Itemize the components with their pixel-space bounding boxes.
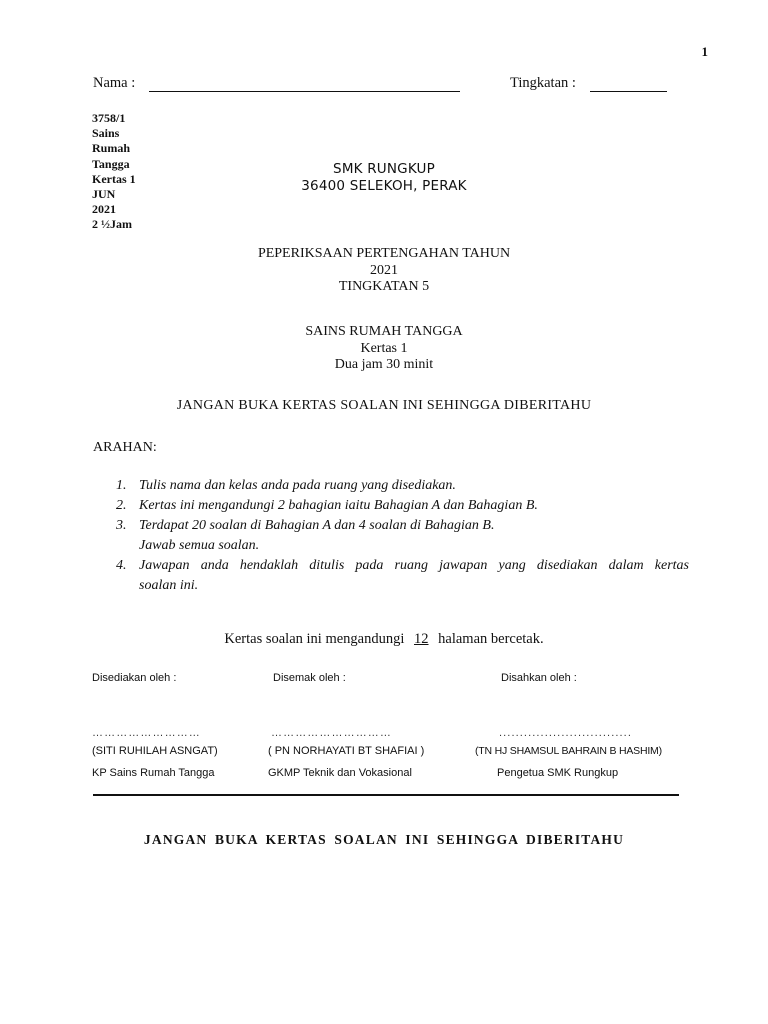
exam-title-block — [0, 246, 768, 296]
warning-top: JANGAN BUKA KERTAS SOALAN INI SEHINGGA DIBERITAHU — [176, 398, 592, 413]
approved-by-label: Disahkan oleh : — [501, 672, 577, 684]
paper-code-line: 2021 — [92, 202, 116, 217]
prepared-by-label: Disediakan oleh : — [92, 672, 177, 684]
name-label: Nama : — [93, 75, 136, 91]
instruction-text: Tulis nama dan kelas anda pada ruang yang disediakan. — [139, 478, 456, 493]
name-blank-line — [149, 91, 460, 92]
prepared-by-position: KP Sains Rumah Tangga — [92, 767, 215, 779]
exam-year: 2021 — [370, 262, 398, 278]
paper-code-line: JUN — [92, 187, 116, 202]
instruction-text: Jawapan anda hendaklah ditulis pada ruang jawapan yang disediakan dalam kertas — [139, 558, 689, 573]
instruction-text-continued: soalan ini. — [139, 578, 199, 593]
paper-code-line: Sains — [92, 126, 120, 141]
school-address: 36400 SELEKOH, PERAK — [301, 178, 467, 194]
prepared-by-signature-line: ……………………… — [92, 727, 201, 739]
approved-by-position: Pengetua SMK Rungkup — [497, 767, 619, 779]
page-count-note — [0, 631, 768, 648]
checked-by-label: Disemak oleh : — [273, 672, 346, 684]
subject-name: SAINS RUMAH TANGGA — [305, 324, 463, 339]
exam-form: TINGKATAN 5 — [338, 279, 430, 294]
instruction-number: 3. — [116, 518, 127, 533]
instruction-item — [116, 476, 689, 496]
arahan-heading: ARAHAN: — [93, 440, 157, 455]
paper-number: Kertas 1 — [360, 340, 408, 356]
instruction-item — [116, 496, 689, 516]
page-count-value: 12 — [414, 631, 429, 647]
instruction-text: Terdapat 20 soalan di Bahagian A dan 4 soalan di Bahagian B. — [139, 518, 495, 533]
exam-title: PEPERIKSAAN PERTENGAHAN TAHUN — [257, 246, 511, 261]
instruction-list — [116, 476, 689, 596]
checked-by-signature-line: ………………………… — [271, 727, 392, 739]
paper-code-line: Tangga — [92, 156, 130, 171]
approved-by-name: (TN HJ SHAMSUL BAHRAIN B HASHIM) — [475, 745, 662, 757]
page-count-prefix: Kertas soalan ini mengandungi — [224, 631, 405, 647]
instruction-number: 1. — [116, 478, 127, 493]
checked-by-name: ( PN NORHAYATI BT SHAFIAI ) — [268, 745, 425, 757]
prepared-by-name: (SITI RUHILAH ASNGAT) — [92, 745, 218, 757]
instruction-text: Kertas ini mengandungi 2 bahagian iaitu Bahagian A dan Bahagian B. — [139, 498, 538, 513]
divider-line — [93, 794, 679, 796]
instruction-number: 4. — [116, 558, 127, 573]
paper-code-line: Kertas 1 — [92, 171, 136, 186]
tingkatan-label: Tingkatan : — [510, 75, 576, 91]
instruction-item — [116, 516, 689, 556]
school-name: SMK RUNGKUP — [333, 161, 435, 177]
exam-duration: Dua jam 30 minit — [334, 357, 434, 372]
tingkatan-blank-line — [590, 91, 667, 92]
instruction-number: 2. — [116, 498, 127, 513]
page-number: 1 — [701, 44, 708, 59]
paper-code-line: 3758/1 — [92, 111, 126, 125]
instruction-text-continued: Jawab semua soalan. — [139, 538, 260, 553]
subject-block — [0, 324, 768, 374]
warning-bottom: JANGAN BUKA KERTAS SOALAN INI SEHINGGA DIBERITAHU — [143, 832, 625, 847]
checked-by-position: GKMP Teknik dan Vokasional — [268, 767, 412, 779]
page-count-suffix: halaman bercetak. — [438, 631, 544, 647]
instruction-item — [116, 556, 689, 596]
approved-by-signature-line: ................................ — [499, 727, 632, 739]
paper-code-line: Rumah — [92, 141, 131, 156]
paper-code-line: 2 ½Jam — [92, 217, 132, 232]
